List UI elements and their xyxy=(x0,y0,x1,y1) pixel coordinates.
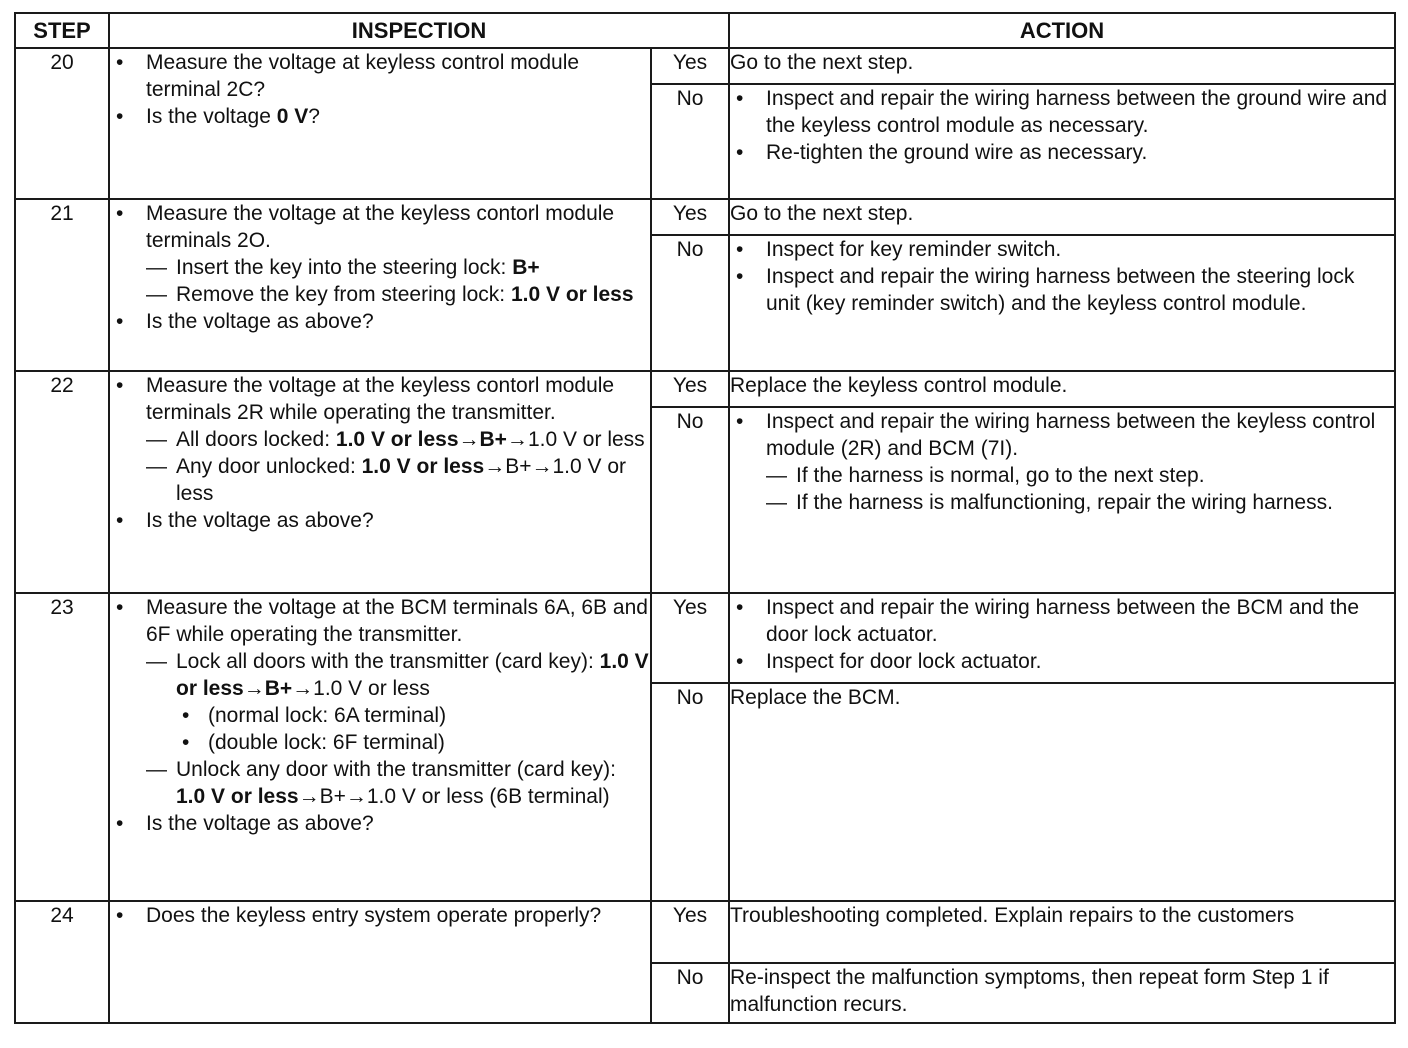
yes-label: Yes xyxy=(651,199,729,235)
no-label: No xyxy=(651,84,729,199)
step-number: 22 xyxy=(15,371,109,593)
yes-action: Go to the next step. xyxy=(729,199,1395,235)
yes-action: Replace the keyless control module. xyxy=(729,371,1395,407)
step-number: 20 xyxy=(15,48,109,199)
no-action xyxy=(729,407,1395,593)
yes-label: Yes xyxy=(651,48,729,84)
yes-label: Yes xyxy=(651,371,729,407)
inspection-bullet: • Is the voltage as above? xyxy=(110,810,650,837)
inspection-bullet: • Measure the voltage at the keyless contorl module terminals 2R while operating the transmitter. — All doors locked: 1.0 V or less→B+→1.0 V or less — Any door unlocked: 1.0 V or less→B+→1.0 V or less xyxy=(110,372,650,507)
no-action: Re-inspect the malfunction symptoms, then repeat form Step 1 if malfunction recurs. xyxy=(729,963,1395,1023)
inspection-cell xyxy=(109,48,651,199)
yes-action: Go to the next step. xyxy=(729,48,1395,84)
inspection-dash: — Unlock any door with the transmitter (card key): 1.0 V or less→B+→1.0 V or less (6B terminal) xyxy=(146,756,650,810)
step-23-yes-row xyxy=(15,593,1395,683)
step-number: 23 xyxy=(15,593,109,901)
inspection-dash: — Any door unlocked: 1.0 V or less→B+→1.0 V or less xyxy=(146,453,650,507)
action-bullet: • Inspect for door lock actuator. xyxy=(730,648,1394,675)
inspection-bullet: • Measure the voltage at the BCM terminals 6A, 6B and 6F while operating the transmitter. — Lock all doors with the transmitter (card key): 1.0 V or less→B+→1.0 V or less • (normal lock: 6A terminal) • (double lock: 6F terminal) — Unlock any door with the transmitter (card key): 1.0 V or less→B+→1.0 V or less (6B terminal) xyxy=(110,594,650,810)
inspection-dash: — All doors locked: 1.0 V or less→B+→1.0 V or less xyxy=(146,426,650,453)
action-bullet: • Inspect and repair the wiring harness between the keyless control module (2R) and BCM (7I). — If the harness is normal, go to the next step. — If the harness is malfunctioning, repair the wiring harness. xyxy=(730,408,1394,516)
inspection-dash: — Remove the key from steering lock: 1.0 V or less xyxy=(146,281,650,308)
action-dash: — If the harness is malfunctioning, repair the wiring harness. xyxy=(766,489,1394,516)
action-dash: — If the harness is normal, go to the next step. xyxy=(766,462,1394,489)
no-action xyxy=(729,235,1395,371)
no-label: No xyxy=(651,407,729,593)
action-bullet: • Inspect and repair the wiring harness between the steering lock unit (key reminder switch) and the keyless control module. xyxy=(730,263,1394,317)
inspection-subbullet: • (double lock: 6F terminal) xyxy=(176,729,650,756)
no-label: No xyxy=(651,235,729,371)
yes-action: Troubleshooting completed. Explain repairs to the customers xyxy=(729,901,1395,963)
no-label: No xyxy=(651,683,729,901)
inspection-bullet: • Measure the voltage at the keyless contorl module terminals 2O. — Insert the key into the steering lock: B+ — Remove the key from steering lock: 1.0 V or less xyxy=(110,200,650,308)
no-action: Replace the BCM. xyxy=(729,683,1395,901)
inspection-dash: — Lock all doors with the transmitter (card key): 1.0 V or less→B+→1.0 V or less • (normal lock: 6A terminal) • (double lock: 6F terminal) xyxy=(146,648,650,756)
inspection-cell xyxy=(109,901,651,1023)
step-21-yes-row xyxy=(15,199,1395,235)
inspection-bullet: • Measure the voltage at keyless control module terminal 2C? xyxy=(110,49,650,103)
yes-label: Yes xyxy=(651,901,729,963)
no-label: No xyxy=(651,963,729,1023)
inspection-bullet: • Is the voltage as above? xyxy=(110,507,650,534)
header-inspection: INSPECTION xyxy=(109,13,729,48)
step-20-yes-row xyxy=(15,48,1395,84)
step-number: 24 xyxy=(15,901,109,1023)
inspection-cell xyxy=(109,593,651,901)
diagnostic-table xyxy=(14,12,1396,1024)
inspection-bullet: • Does the keyless entry system operate properly? xyxy=(110,902,650,929)
inspection-bullet: • Is the voltage 0 V? xyxy=(110,103,650,130)
yes-action xyxy=(729,593,1395,683)
yes-label: Yes xyxy=(651,593,729,683)
action-bullet: • Re-tighten the ground wire as necessary. xyxy=(730,139,1394,166)
step-number: 21 xyxy=(15,199,109,371)
header-step: STEP xyxy=(15,13,109,48)
action-bullet: • Inspect and repair the wiring harness between the ground wire and the keyless control module as necessary. xyxy=(730,85,1394,139)
header-row xyxy=(15,13,1395,48)
no-action xyxy=(729,84,1395,199)
inspection-dash: — Insert the key into the steering lock: B+ xyxy=(146,254,650,281)
action-bullet: • Inspect for key reminder switch. xyxy=(730,236,1394,263)
inspection-bullet: • Is the voltage as above? xyxy=(110,308,650,335)
step-22-yes-row xyxy=(15,371,1395,407)
action-bullet: • Inspect and repair the wiring harness between the BCM and the door lock actuator. xyxy=(730,594,1394,648)
inspection-cell xyxy=(109,199,651,371)
inspection-subbullet: • (normal lock: 6A terminal) xyxy=(176,702,650,729)
inspection-cell xyxy=(109,371,651,593)
step-24-yes-row xyxy=(15,901,1395,963)
header-action: ACTION xyxy=(729,13,1395,48)
